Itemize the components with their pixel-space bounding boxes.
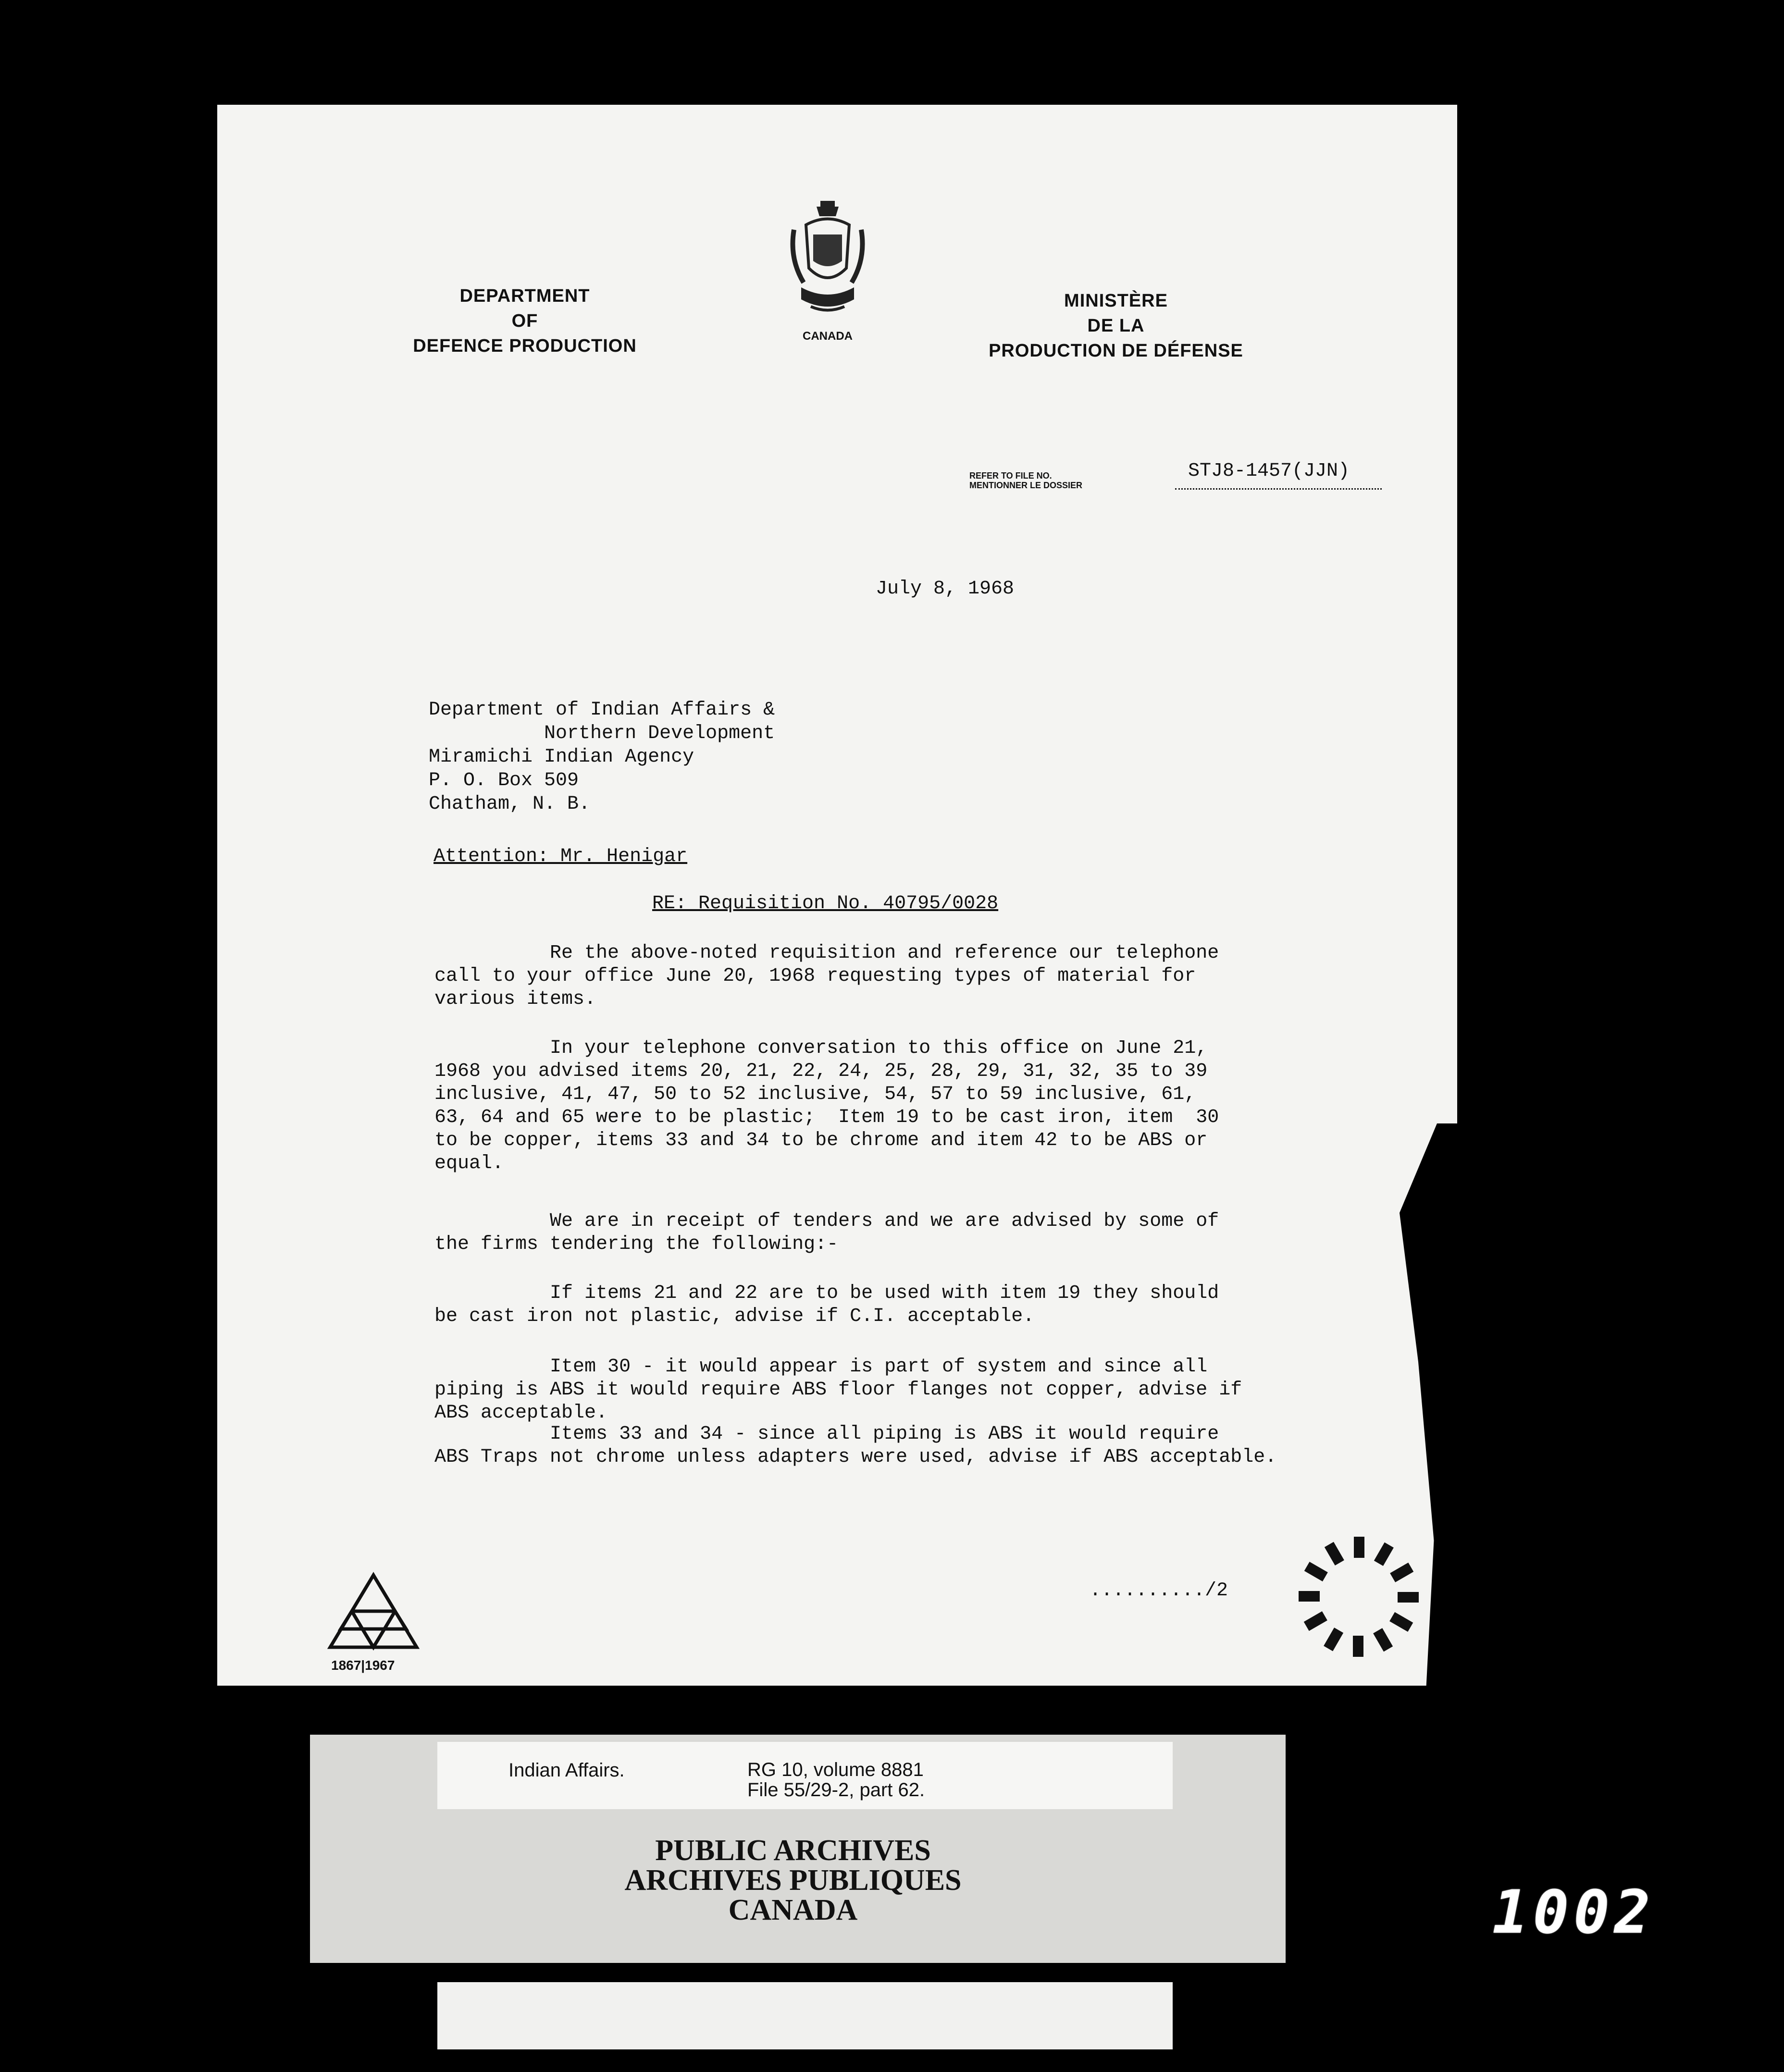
subject-line: RE: Requisition No. 40795/0028: [652, 893, 999, 914]
archive-label-tail: [437, 1982, 1173, 2049]
file-reference-labels: REFER TO FILE NO. MENTIONNER LE DOSSIER: [969, 471, 1083, 490]
circular-emblem-icon: [1294, 1532, 1424, 1662]
department-name-en: DEPARTMENT OF DEFENCE PRODUCTION: [413, 286, 637, 356]
centennial-label: 1867|1967: [331, 1658, 395, 1673]
letter-date: July 8, 1968: [876, 578, 1015, 600]
department-name-fr: MINISTÈRE DE LA PRODUCTION DE DÉFENSE: [989, 291, 1243, 361]
body-paragraph: If items 21 and 22 are to be used with item 19 they should be cast iron not plastic, advise if C.I. acceptable.: [434, 1283, 1219, 1327]
body-paragraph: Re the above-noted requisition and reference our telephone call to your office June 20, 1968 requesting types of material for various items.: [434, 942, 1219, 1010]
body-paragraph: Items 33 and 34 - since all piping is ABS it would require ABS Traps not chrome unless adapters were used, advise if ABS acceptable.: [434, 1423, 1277, 1468]
archive-agency: Indian Affairs.: [508, 1760, 625, 1781]
page-continuation: ........../2: [1090, 1580, 1228, 1602]
recipient-address: Department of Indian Affairs & Northern Development Miramichi Indian Agency P. O. Box 509 Chatham, N. B.: [429, 699, 775, 815]
body-paragraph: Item 30 - it would appear is part of system and since all piping is ABS it would require ABS floor flanges not copper, advise if ABS acceptable.: [434, 1356, 1242, 1424]
file-reference-line: [1175, 488, 1382, 490]
body-paragraph: We are in receipt of tenders and we are advised by some of the firms tendering the following:-: [434, 1210, 1219, 1255]
crest-label: CANADA: [803, 330, 853, 343]
public-archives-stamp: PUBLIC ARCHIVES ARCHIVES PUBLIQUES CANADA: [624, 1834, 962, 1926]
attention-line: Attention: Mr. Henigar: [434, 846, 688, 867]
body-paragraph: In your telephone conversation to this office on June 21, 1968 you advised items 20, 21, 22, 24, 25, 28, 29, 31, 32, 35 to 39 inclusive, 41, 47, 50 to 52 inclusive, 54, 57 to 59 inclusive, 61, 63, 64 and 65 were to be plastic; Item 19 to be cast iron, item 30 to be copper, items 33 and 34 to be chrome and item 42 to be ABS or equal.: [434, 1037, 1219, 1174]
archive-reference: RG 10, volume 8881 File 55/29-2, part 62.: [747, 1759, 925, 1801]
file-reference-number: STJ8-1457(JJN): [1188, 460, 1350, 482]
letter-page: [217, 105, 1457, 1686]
frame-number: 1002: [1492, 1878, 1655, 1947]
coat-of-arms-icon: [787, 196, 868, 331]
